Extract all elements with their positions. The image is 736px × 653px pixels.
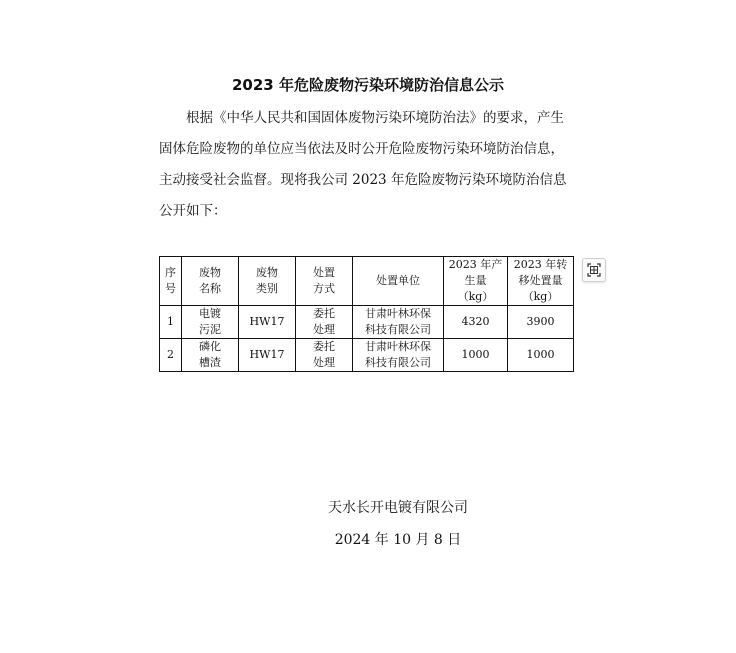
header-line: 废物 [199, 266, 221, 279]
cell-line: 处理 [313, 356, 335, 369]
waste-table [159, 256, 574, 372]
cell-disposal-unit [353, 306, 444, 339]
header-disposal-method [296, 257, 353, 306]
header-line: 序 [165, 266, 176, 279]
cell-disposal-unit [353, 339, 444, 372]
cell-disposal-method [296, 339, 353, 372]
cell-waste-category: HW17 [239, 306, 296, 339]
header-line: （kg） [522, 290, 559, 303]
header-waste-name [182, 257, 239, 306]
intro-line-3: 主动接受社会监督。现将我公司 2023 年危险废物污染环境防治信息 [159, 172, 567, 188]
cell-line: 槽渣 [199, 356, 221, 369]
cell-waste-name [182, 339, 239, 372]
cell-line: 委托 [313, 340, 335, 353]
cell-disposal-method [296, 306, 353, 339]
cell-transferred-amount: 3900 [508, 306, 574, 339]
cell-line: 污泥 [199, 323, 221, 336]
table-select-icon [587, 263, 601, 277]
header-line: 名称 [199, 282, 221, 295]
cell-line: 甘肃叶林环保 [365, 307, 431, 320]
cell-produced-amount: 1000 [444, 339, 508, 372]
header-line: （kg） [457, 290, 494, 303]
header-line: 方式 [313, 282, 335, 295]
cell-transferred-amount: 1000 [508, 339, 574, 372]
cell-line: 磷化 [199, 340, 221, 353]
intro-line-4: 公开如下： [159, 203, 227, 219]
header-transferred-amount [508, 257, 574, 306]
intro-paragraph [159, 103, 579, 227]
company-name: 天水长开电镀有限公司 [328, 500, 468, 516]
cell-line: 电镀 [199, 307, 221, 320]
intro-line-2: 固体危险废物的单位应当依法及时公开危险废物污染环境防治信息， [159, 141, 564, 157]
cell-line: 处理 [313, 323, 335, 336]
table-row [160, 306, 574, 339]
header-waste-category [239, 257, 296, 306]
cell-waste-category: HW17 [239, 339, 296, 372]
header-line: 号 [165, 282, 176, 295]
cell-line: 科技有限公司 [365, 356, 431, 369]
header-line: 处置 [313, 266, 335, 279]
cell-waste-name [182, 306, 239, 339]
cell-line: 甘肃叶林环保 [365, 340, 431, 353]
cell-line: 科技有限公司 [365, 323, 431, 336]
header-line: 移处置量 [518, 274, 563, 287]
cell-line: 委托 [313, 307, 335, 320]
header-disposal-unit [353, 257, 444, 306]
issue-date: 2024 年 10 月 8 日 [334, 532, 462, 548]
cell-index: 1 [160, 306, 182, 339]
cell-produced-amount: 4320 [444, 306, 508, 339]
table-select-button[interactable] [582, 258, 606, 282]
page-title: 2023 年危险废物污染环境防治信息公示 [232, 76, 504, 94]
header-line: 2023 年转 [513, 258, 568, 271]
header-line: 处置单位 [376, 274, 420, 287]
table-row [160, 339, 574, 372]
header-produced-amount [444, 257, 508, 306]
header-index [160, 257, 182, 306]
cell-index: 2 [160, 339, 182, 372]
header-line: 废物 [256, 266, 278, 279]
header-line: 2023 年产 [448, 258, 503, 271]
table-header-row [160, 257, 574, 306]
header-line: 生量 [464, 274, 487, 287]
intro-line-1: 根据《中华人民共和国固体废物污染环境防治法》的要求，产生 [186, 110, 564, 126]
header-line: 类别 [256, 282, 278, 295]
